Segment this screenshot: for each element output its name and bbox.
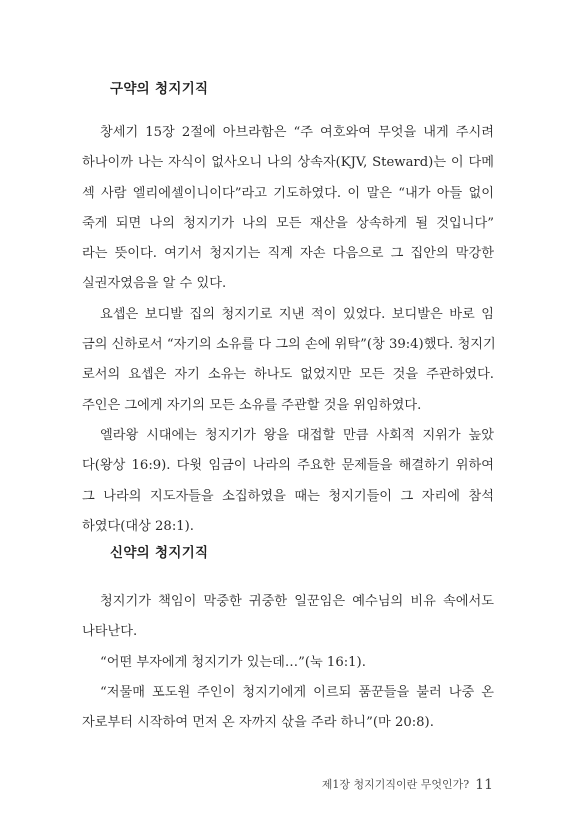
text-line: 라는 뜻이다. 여기서 청지기는 직계 자손 다음으로 그 집안의 막강한: [82, 246, 494, 262]
text-line: 청지기가 책임이 막중한 귀중한 일꾼임은 예수님의 비유 속에서도: [100, 594, 494, 609]
text-line: 다(왕상 16:9). 다윗 임금이 나라의 주요한 문제들을 해결하기 위하여: [82, 458, 494, 474]
paragraph-2: [82, 300, 494, 421]
text-line: 그 나라의 지도자들을 소집하였을 때는 청지기들이 그 자리에 참석: [82, 488, 494, 504]
text-line: 창세기 15장 2절에 아브라함은 “주 여호와여 무엇을 내게 주시려: [100, 125, 494, 140]
text-line: 엘라왕 시대에는 청지기가 왕을 대접할 만큼 사회적 지위가 높았: [100, 427, 494, 443]
text-line: 자로부터 시작하여 먼저 온 자까지 삯을 주라 하니”(마 20:8).: [82, 715, 434, 731]
text-line: 실권자였음을 알 수 있다.: [82, 276, 227, 292]
text-line: 요셉은 보디발 집의 청지기로 지낸 적이 있었다. 보디발은 바로 임: [100, 306, 494, 322]
text-line: 하나이까 나는 자식이 없사오니 나의 상속자(KJV, Steward)는 이 다메: [82, 155, 494, 171]
text-line: 금의 신하로서 “자기의 소유를 다 그의 손에 위탁”(창 39:4)했다. 청지기: [82, 337, 496, 353]
text-line: 로서의 요셉은 자기 소유는 하나도 없었지만 모든 것을 주관하였다.: [82, 367, 494, 383]
section-heading-old-testament: 구약의 청지기직: [110, 81, 209, 97]
page-number: 11: [475, 777, 493, 793]
section-heading-new-testament: 신약의 청지기직: [110, 545, 209, 561]
paragraph-1: [82, 118, 494, 300]
text-line: 나타난다.: [82, 624, 138, 640]
text-line: 주인은 그에게 자기의 모든 소유를 주관할 것을 위임하였다.: [82, 397, 422, 413]
text-line: “어떤 부자에게 청지기가 있는데…”(눅 16:1).: [100, 654, 366, 670]
paragraph-6: [82, 678, 494, 739]
text-line: “저물매 포도원 주인이 청지기에게 이르되 품꾼들을 불러 나중 온: [100, 684, 494, 700]
text-line: 하였다(대상 28:1).: [82, 518, 194, 534]
chapter-title: 제1장 청지기직이란 무엇인가?: [321, 778, 470, 791]
paragraph-5: [82, 648, 494, 678]
text-line: 섹 사람 엘리에셀이니이다”라고 기도하였다. 이 말은 “내가 아들 없이: [82, 185, 494, 201]
running-footer: [322, 776, 493, 793]
paragraph-3: [82, 421, 494, 542]
section-body-new-testament: [82, 587, 494, 738]
section-body-old-testament: [82, 118, 494, 542]
text-line: 죽게 되면 나의 청지기가 나의 모든 재산을 상속하게 될 것입니다”: [82, 215, 494, 231]
paragraph-4: [82, 587, 494, 648]
